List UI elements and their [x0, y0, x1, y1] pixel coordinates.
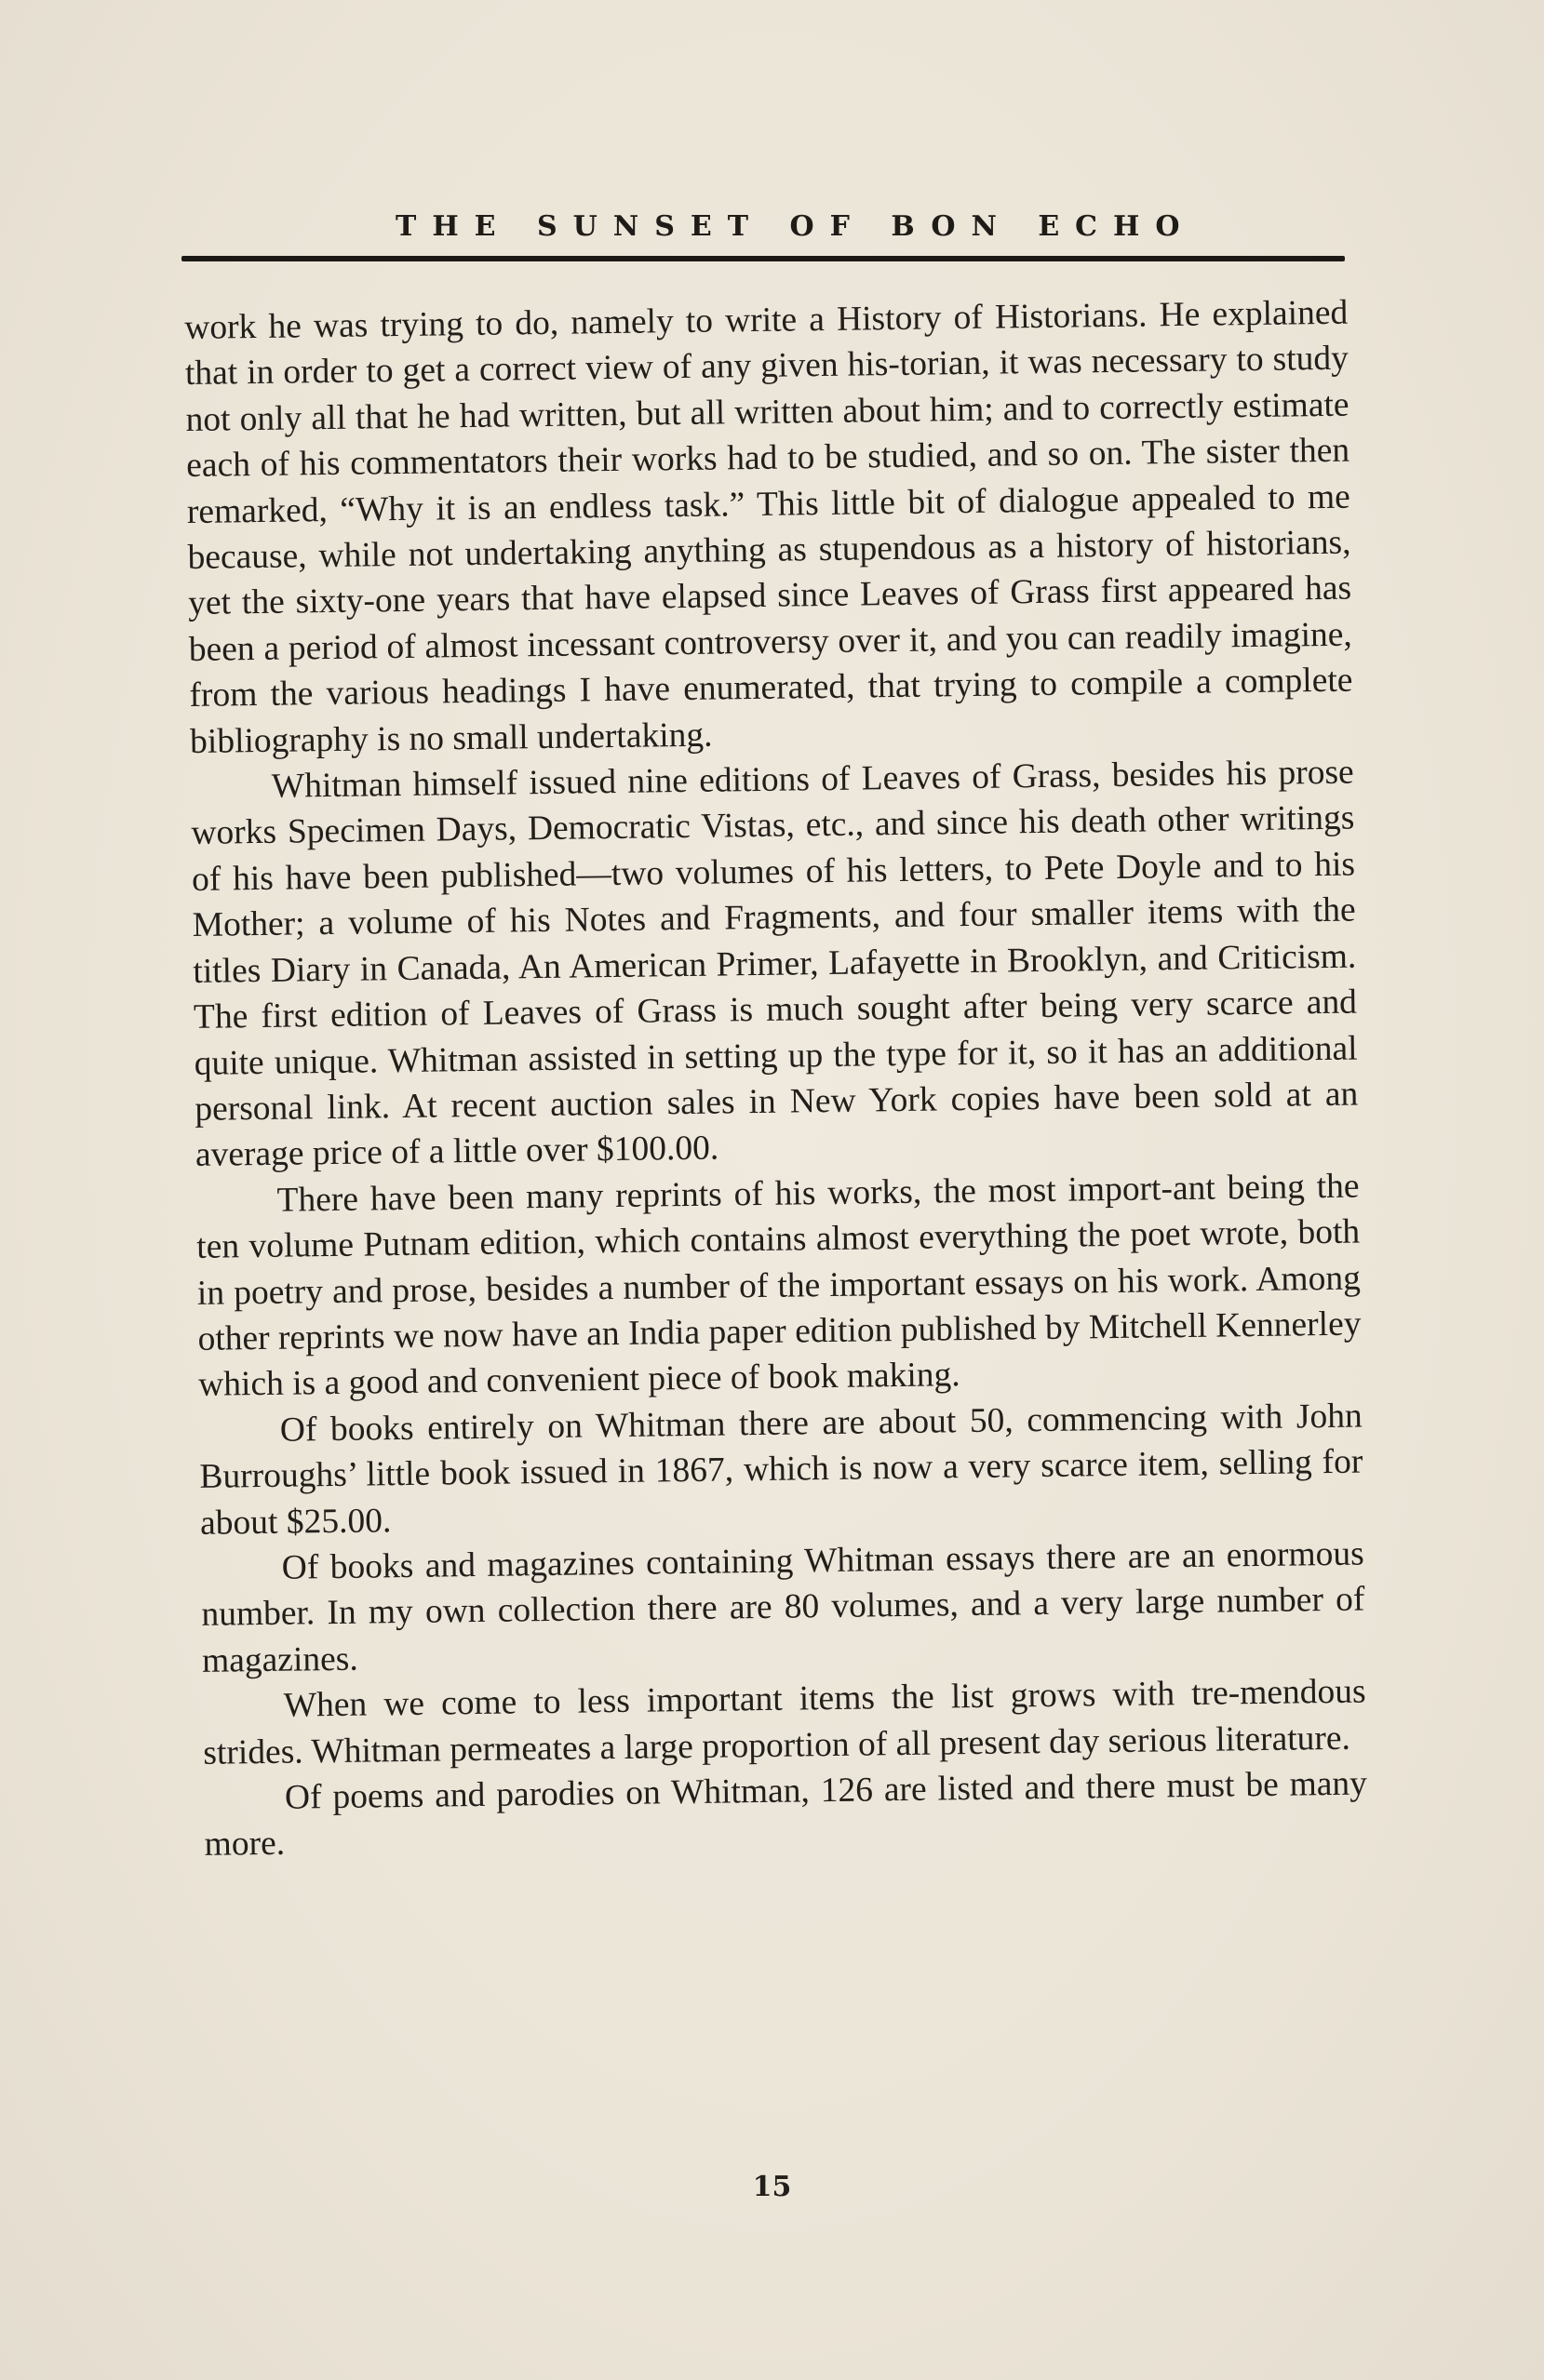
paragraph: Of poems and parodies on Whitman, 126 are listed and there must be many more.	[204, 1764, 1368, 1865]
running-head	[181, 199, 1345, 274]
header-rule	[181, 256, 1345, 261]
paragraph: When we come to less important items the list grows with tre-mendous strides. Whitman permeates a large proportion of all present day serious literature.	[203, 1672, 1366, 1772]
running-title: THE SUNSET OF BON ECHO	[396, 210, 1196, 243]
paragraph: Of books entirely on Whitman there are about 50, commencing with John Burroughs’ little book issued in 1867, which is now a very scarce item, selling for about $25.00.	[199, 1397, 1363, 1543]
paragraph: There have been many reprints of his works, the most import-ant being the ten volume Putnam edition, which contains almost everything the poet wrote, both in poetry and prose, besides a number of the important essays on his work. Among other reprints we now have an India paper edition published by Mitchell Kennerley which is a good and convenient piece of book making.	[195, 1167, 1362, 1405]
paragraph: work he was trying to do, namely to write a History of Historians. He explained that in order to get a correct view of any given his-torian, it was necessary to study not only all that he had written, but all written about him; and to correctly estimate each of his commentators their works had to be studied, and so on. The sister then remarked, “Why it is an endless task.” This little bit of dialogue appealed to me because, while not undertaking anything as stupendous as a history of historians, yet the sixty-one years that have elapsed since Leaves of Grass first appeared has been a period of almost incessant controversy over it, and you can readily imagine, from the various headings I have enumerated, that trying to compile a complete bibliography is no small undertaking.	[184, 293, 1353, 761]
body-text	[184, 290, 1368, 1868]
page-number: 15	[752, 2171, 792, 2203]
paragraph: Of books and magazines containing Whitman essays there are an enormous number. In my own collection there are 80 volumes, and a very large number of magazines.	[201, 1534, 1365, 1680]
paragraph: Whitman himself issued nine editions of Leaves of Grass, besides his prose works Specimen Days, Democratic Vistas, etc., and since his death other writings of his have been published—two volumes of his letters, to Pete Doyle and to his Mother; a volume of his Notes and Fragments, and four smaller items with the titles Diary in Canada, An American Primer, Lafayette in Brooklyn, and Criticism. The first edition of Leaves of Grass is much sought after being very scarce and quite unique. Whitman assisted in setting up the type for it, so it has an additional personal link. At recent auction sales in New York copies have been sold at an average price of a little over $100.00.	[191, 753, 1359, 1175]
